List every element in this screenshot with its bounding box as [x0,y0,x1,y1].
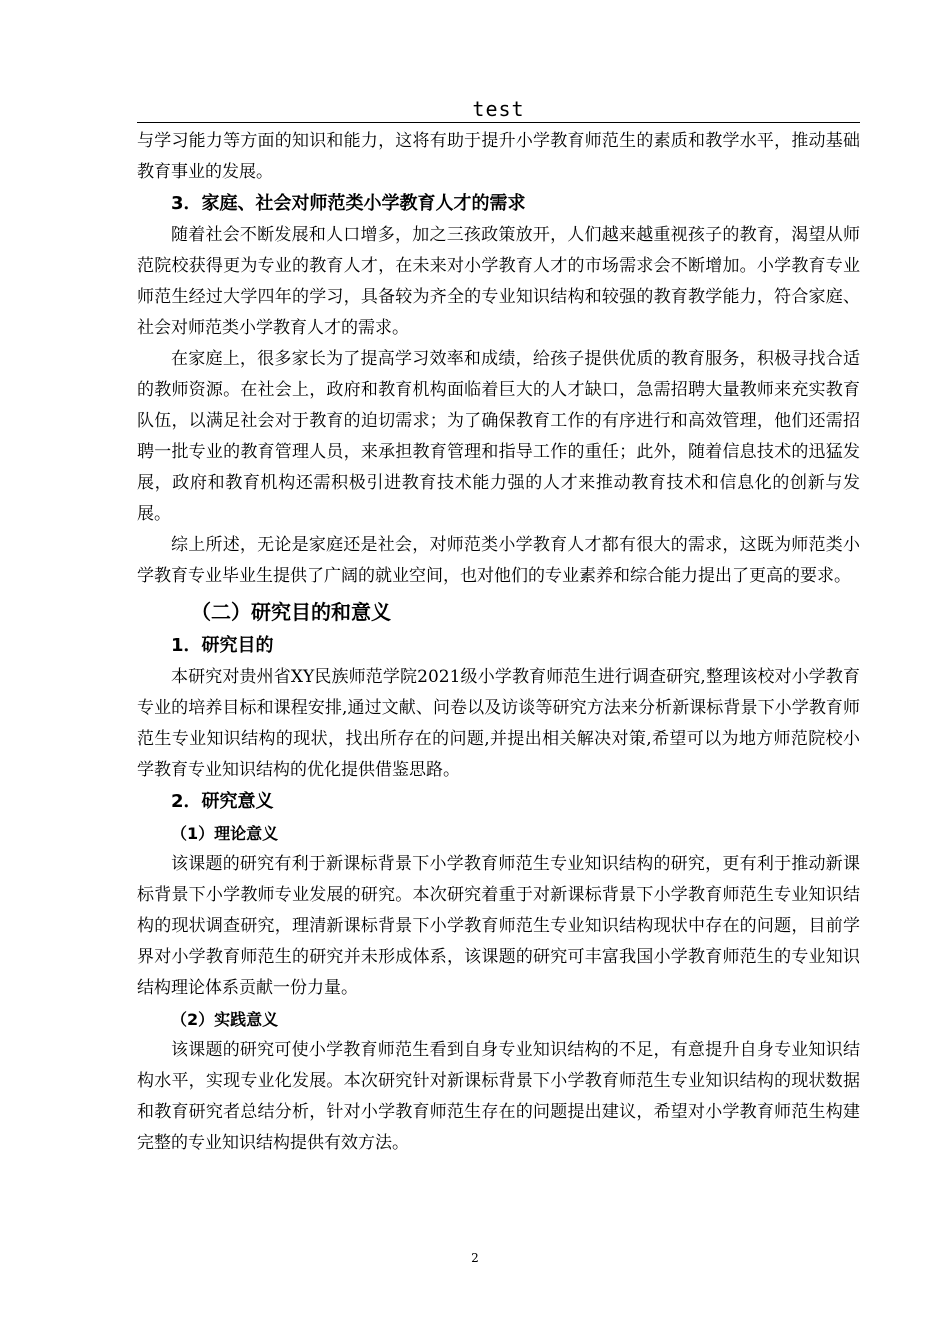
page-header: test [472,97,525,121]
header-rule [137,122,860,123]
subheading-research-purpose: 1．研究目的 [171,635,274,656]
item-heading-theoretical: （1）理论意义 [171,824,279,843]
paragraph-research-purpose: 本研究对贵州省XY民族师范学院2021级小学教育师范生进行调查研究,整理该校对小学教育专业的培养目标和课程安排,通过文献、问卷以及访谈等研究方法来分析新课标背景下小学教育师范生专业知识结构的现状，找出所存在的问题,并提出相关解决对策,希望可以为地方师范院校小学教育专业知识结构的优化提供借鉴思路。 [137,667,860,780]
paragraph-demand-growth: 随着社会不断发展和人口增多，加之三孩政策放开，人们越来越重视孩子的教育，渴望从师范院校获得更为专业的教育人才，在未来对小学教育人才的市场需求会不断增加。小学教育专业师范生经过大学四年的学习，具备较为齐全的专业知识结构和较强的教育教学能力，符合家庭、社会对师范类小学教育人才的需求。 [137,225,860,338]
paragraph-practical-significance: 该课题的研究可使小学教育师范生看到自身专业知识结构的不足，有意提升自身专业知识结构水平，实现专业化发展。本次研究针对新课标背景下小学教育师范生专业知识结构的现状数据和教育研究者总结分析，针对小学教育师范生存在的问题提出建议，希望对小学教育师范生构建完整的专业知识结构提供有效方法。 [137,1040,860,1153]
section-heading-purpose-significance: （二）研究目的和意义 [191,600,391,624]
item-heading-practical: （2）实践意义 [171,1010,279,1029]
paragraph-continuation: 与学习能力等方面的知识和能力，这将有助于提升小学教育师范生的素质和教学水平，推动基础教育事业的发展。 [137,131,860,182]
paragraph-theoretical-significance: 该课题的研究有利于新课标背景下小学教育师范生专业知识结构的研究，更有利于推动新课标背景下小学教师专业发展的研究。本次研究着重于对新课标背景下小学教育师范生专业知识结构的现状调查研究，理清新课标背景下小学教育师范生专业知识结构现状中存在的问题，目前学界对小学教育师范生的研究并未形成体系，该课题的研究可丰富我国小学教育师范生的专业知识结构理论体系贡献一份力量。 [137,854,860,998]
subheading-research-significance: 2．研究意义 [171,791,274,812]
document-body [137,126,860,1159]
paragraph-family-society: 在家庭上，很多家长为了提高学习效率和成绩，给孩子提供优质的教育服务，积极寻找合适的教师资源。在社会上，政府和教育机构面临着巨大的人才缺口，急需招聘大量教师来充实教育队伍，以满足社会对于教育的迫切需求；为了确保教育工作的有序进行和高效管理，他们还需招聘一批专业的教育管理人员，来承担教育管理和指导工作的重任；此外，随着信息技术的迅猛发展，政府和教育机构还需积极引进教育技术能力强的人才来推动教育技术和信息化的创新与发展。 [137,349,860,524]
paragraph-summary: 综上所述，无论是家庭还是社会，对师范类小学教育人才都有很大的需求，这既为师范类小学教育专业毕业生提供了广阔的就业空间，也对他们的专业素养和综合能力提出了更高的要求。 [137,535,860,586]
page-number: 2 [471,1251,479,1265]
subheading-family-society-demand: 3．家庭、社会对师范类小学教育人才的需求 [171,193,526,214]
